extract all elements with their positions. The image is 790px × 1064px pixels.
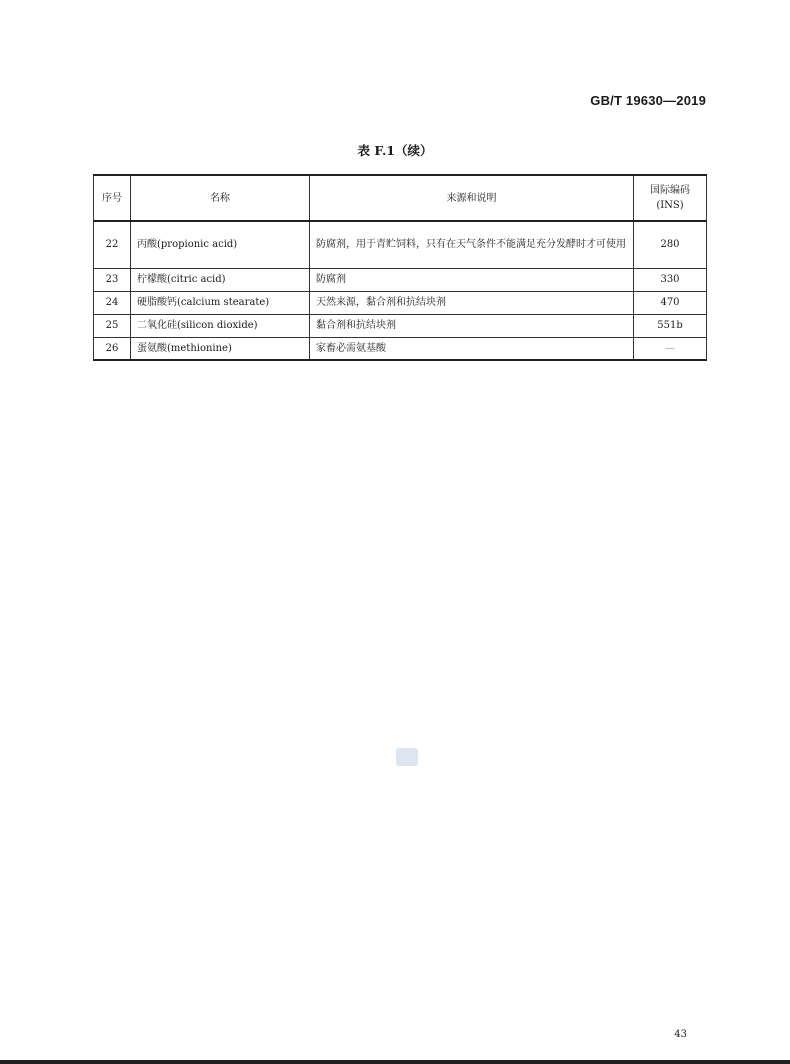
cell-num: 22	[94, 221, 131, 268]
cell-num: 26	[94, 337, 131, 360]
cell-name: 二氧化硅(silicon dioxide)	[131, 314, 310, 337]
cell-desc: 黏合剂和抗结块剂	[310, 314, 634, 337]
table-row	[94, 291, 707, 314]
table-row	[94, 268, 707, 291]
watermark-mark	[396, 748, 418, 766]
cell-name: 柠檬酸(citric acid)	[131, 268, 310, 291]
header-ins	[634, 175, 707, 221]
table-row	[94, 337, 707, 360]
cell-desc: 家畜必需氨基酸	[310, 337, 634, 360]
cell-ins: 470	[634, 291, 707, 314]
cell-desc: 防腐剂，用于青贮饲料，只有在天气条件不能满足充分发酵时才可使用	[310, 221, 634, 268]
cell-ins: 330	[634, 268, 707, 291]
cell-name: 蛋氨酸(methionine)	[131, 337, 310, 360]
table-row	[94, 314, 707, 337]
document-code: GB/T 19630—2019	[590, 93, 706, 108]
cell-name: 丙酸(propionic acid)	[131, 221, 310, 268]
table-header-row	[94, 175, 707, 221]
header-ins-line1: 国际编码	[650, 185, 690, 196]
table-row	[94, 221, 707, 268]
cell-desc: 防腐剂	[310, 268, 634, 291]
cell-ins: 280	[634, 221, 707, 268]
page-number: 43	[674, 1029, 687, 1040]
cell-ins: 551b	[634, 314, 707, 337]
cell-num: 25	[94, 314, 131, 337]
header-ins-line2: (INS)	[656, 200, 684, 211]
footer-line	[0, 1060, 790, 1064]
additives-table	[93, 174, 707, 361]
header-desc: 来源和说明	[310, 175, 634, 221]
cell-ins: —	[634, 337, 707, 360]
header-num: 序号	[94, 175, 131, 221]
header-name: 名称	[131, 175, 310, 221]
cell-desc: 天然来源，黏合剂和抗结块剂	[310, 291, 634, 314]
table-title: 表 F.1（续）	[357, 143, 433, 158]
cell-num: 23	[94, 268, 131, 291]
cell-num: 24	[94, 291, 131, 314]
cell-name: 硬脂酸钙(calcium stearate)	[131, 291, 310, 314]
